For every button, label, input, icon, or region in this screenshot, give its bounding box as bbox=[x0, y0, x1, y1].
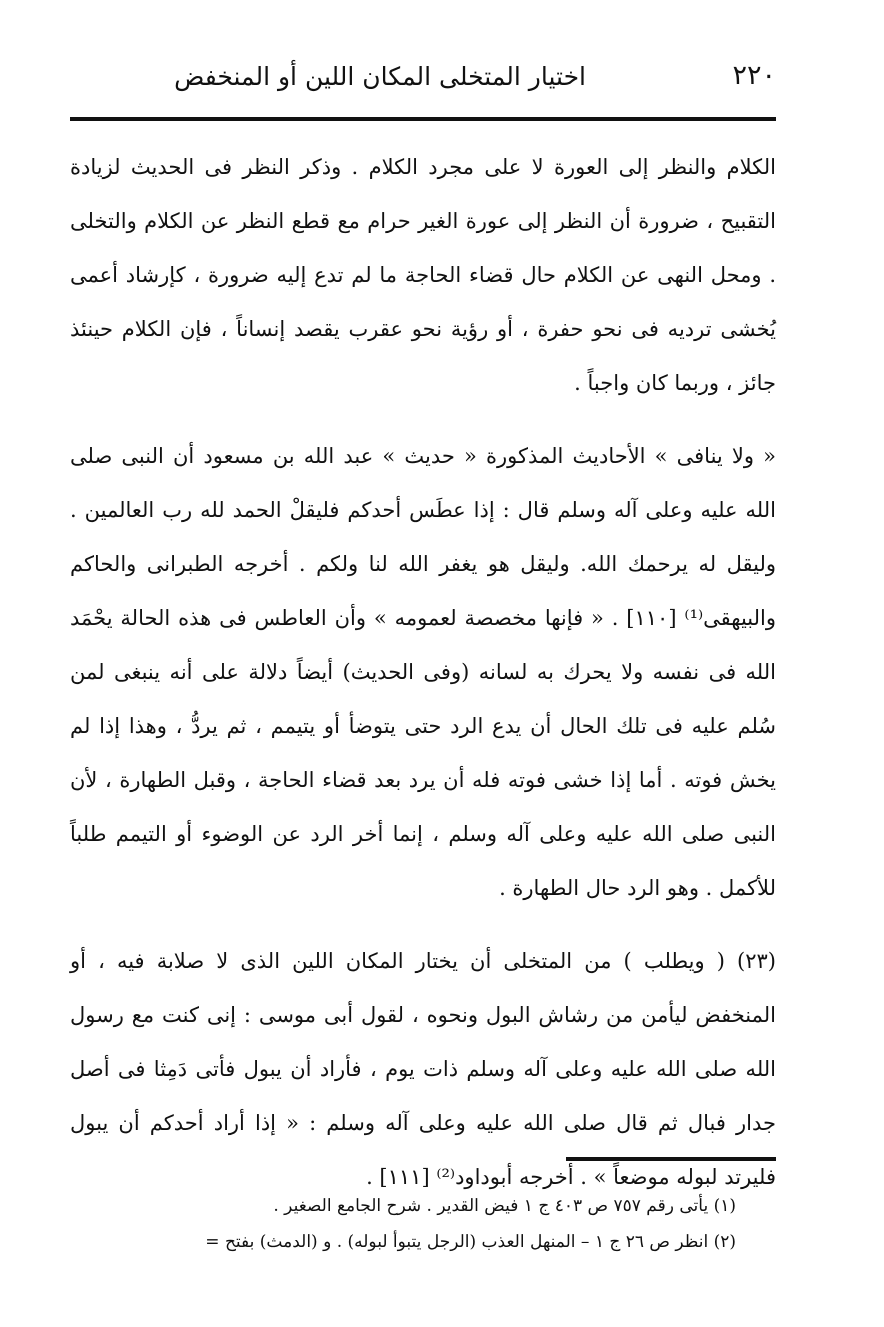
page-number: ٢٢٠ bbox=[732, 60, 776, 91]
paragraph-1: الكلام والنظر إلى العورة لا على مجرد الكلام . وذكر النظر فى الحديث لزيادة التقبيح ، ضرورة أن النظر إلى عورة الغير حرام مع قطع النظر عن الكلام والتخلى . ومحل النهى عن الكلام حال قضاء الحاجة ما لم تدع إليه ضرورة ، كإرشاد أعمى يُخشى ترديه فى نحو حفرة ، أو رؤية نحو عقرب يقصد إنساناً ، فإن الكلام حينئذ جائز ، وربما كان واجباً . bbox=[70, 155, 776, 395]
footnote-1: (١) يأتى رقم ٧٥٧ ص ٤٠٣ ج ١ فيض القدير . شرح الجامع الصغير . bbox=[273, 1196, 736, 1216]
paragraph-3: (٢٣) ( ويطلب ) من المتخلى أن يختار المكان اللين الذى لا صلابة فيه ، أو المنخفض ليأمن من رشاش البول ونحوه ، لقول أبى موسى : إنى كنت مع رسول الله صلى الله عليه وعلى آله وسلم ذات يوم ، فأراد أن يبول فأتى دَمِثا فى أصل جدار فبال ثم قال صلى الله عليه وعلى آله وسلم : « إذا أراد أحدكم أن يبول فليرتد لبوله موضعاً » . أخرجه أبوداود⁽²⁾ [١١١] . bbox=[70, 949, 776, 1189]
body-text bbox=[70, 140, 776, 1204]
paragraph-2: « ولا ينافى » الأحاديث المذكورة « حديث » عبد الله بن مسعود أن النبى صلى الله عليه وعلى آله وسلم قال : إذا عطَس أحدكم فليقلْ الحمد لله رب العالمين . وليقل له يرحمك الله. وليقل هو يغفر الله لنا ولكم . أخرجه الطبرانى والحاكم والبيهقى⁽¹⁾ [١١٠] . « فإنها مخصصة لعمومه » وأن العاطس فى هذه الحالة يحْمَد الله فى نفسه ولا يحرك به لسانه (وفى الحديث) أيضاً دلالة على أنه ينبغى لمن سُلم عليه فى تلك الحال أن يدع الرد حتى يتوضأ أو يتيمم ، ثم يردُّ ، وهذا إذا لم يخش فوته . أما إذا خشى فوته فله أن يرد بعد قضاء الحاجة ، وقبل الطهارة ، لأن النبى صلى الله عليه وعلى آله وسلم ، إنما أخر الرد عن الوضوء أو التيمم طلباً للأكمل . وهو الرد حال الطهارة . bbox=[70, 444, 776, 900]
running-title: اختيار المتخلى المكان اللين أو المنخفض bbox=[174, 62, 586, 91]
footnote-rule bbox=[566, 1157, 776, 1161]
footnotes bbox=[70, 1188, 736, 1260]
page-header bbox=[70, 58, 776, 102]
footnote-2: (٢) انظر ص ٢٦ ج ١ – المنهل العذب (الرجل يتبوأ لبوله) . و (الدمث) بفتح = bbox=[205, 1232, 736, 1252]
header-rule bbox=[70, 117, 776, 121]
